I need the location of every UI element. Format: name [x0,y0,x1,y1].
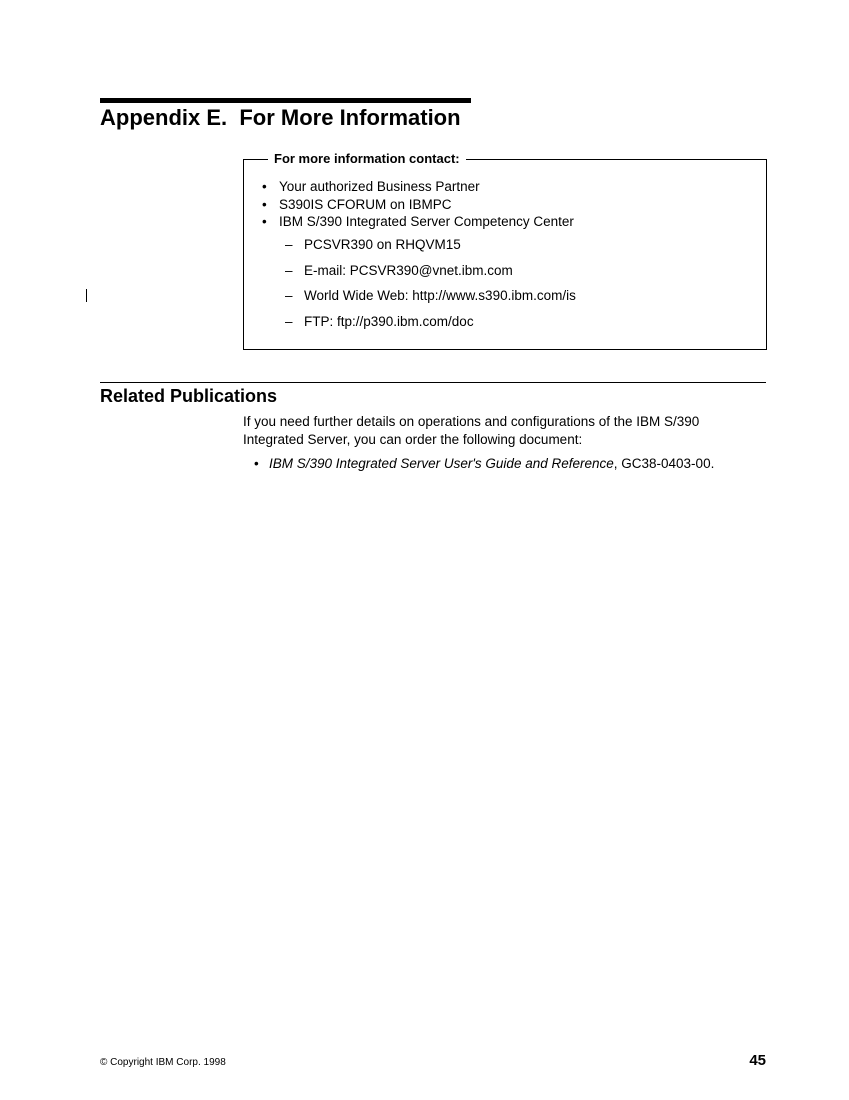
sub-list-item [285,313,576,339]
bullet-icon: • [262,179,267,194]
contact-list [262,178,574,231]
sub-list-item-text: E-mail: PCSVR390@vnet.ibm.com [304,262,513,278]
revision-bar [86,289,87,302]
list-item [262,178,574,196]
copyright-notice: © Copyright IBM Corp. 1998 [100,1057,226,1068]
list-item-text: Your authorized Business Partner [279,179,480,194]
page-number: 45 [749,1052,766,1069]
section-title: Related Publications [100,386,278,406]
sub-list-item [285,287,576,313]
page-title: Appendix E. For More Information [100,105,461,130]
list-item [262,196,574,214]
sub-list-item-text: PCSVR390 on RHQVM15 [304,237,461,252]
dash-icon: – [285,288,293,303]
publication-title: IBM S/390 Integrated Server User's Guide and Reference [269,456,614,471]
bullet-icon: • [262,214,267,229]
list-item-text: IBM S/390 Integrated Server Competency Center [279,214,574,229]
section-paragraph: If you need further details on operations and configurations of the IBM S/390 Integrated Server, you can order the following document: [243,414,700,447]
section-rule [100,382,766,383]
bullet-icon: • [262,196,267,212]
list-item-text: S390IS CFORUM on IBMPC [279,196,452,212]
contact-box-legend: For more information contact: [268,151,466,167]
dash-icon: – [285,237,293,252]
sub-list-item-text: FTP: ftp://p390.ibm.com/doc [304,313,474,329]
list-item [262,213,574,231]
publication-number: , GC38-0403-00. [613,456,715,471]
dash-icon: – [285,262,293,278]
sub-list-item-text: World Wide Web: http://www.s390.ibm.com/is [304,288,576,303]
dash-icon: – [285,313,293,329]
sub-list-item [285,236,576,262]
bullet-icon: • [254,456,259,471]
sub-list-item [285,262,576,288]
title-rule [100,98,471,103]
competency-center-list [285,236,576,338]
publication-item [254,455,714,473]
